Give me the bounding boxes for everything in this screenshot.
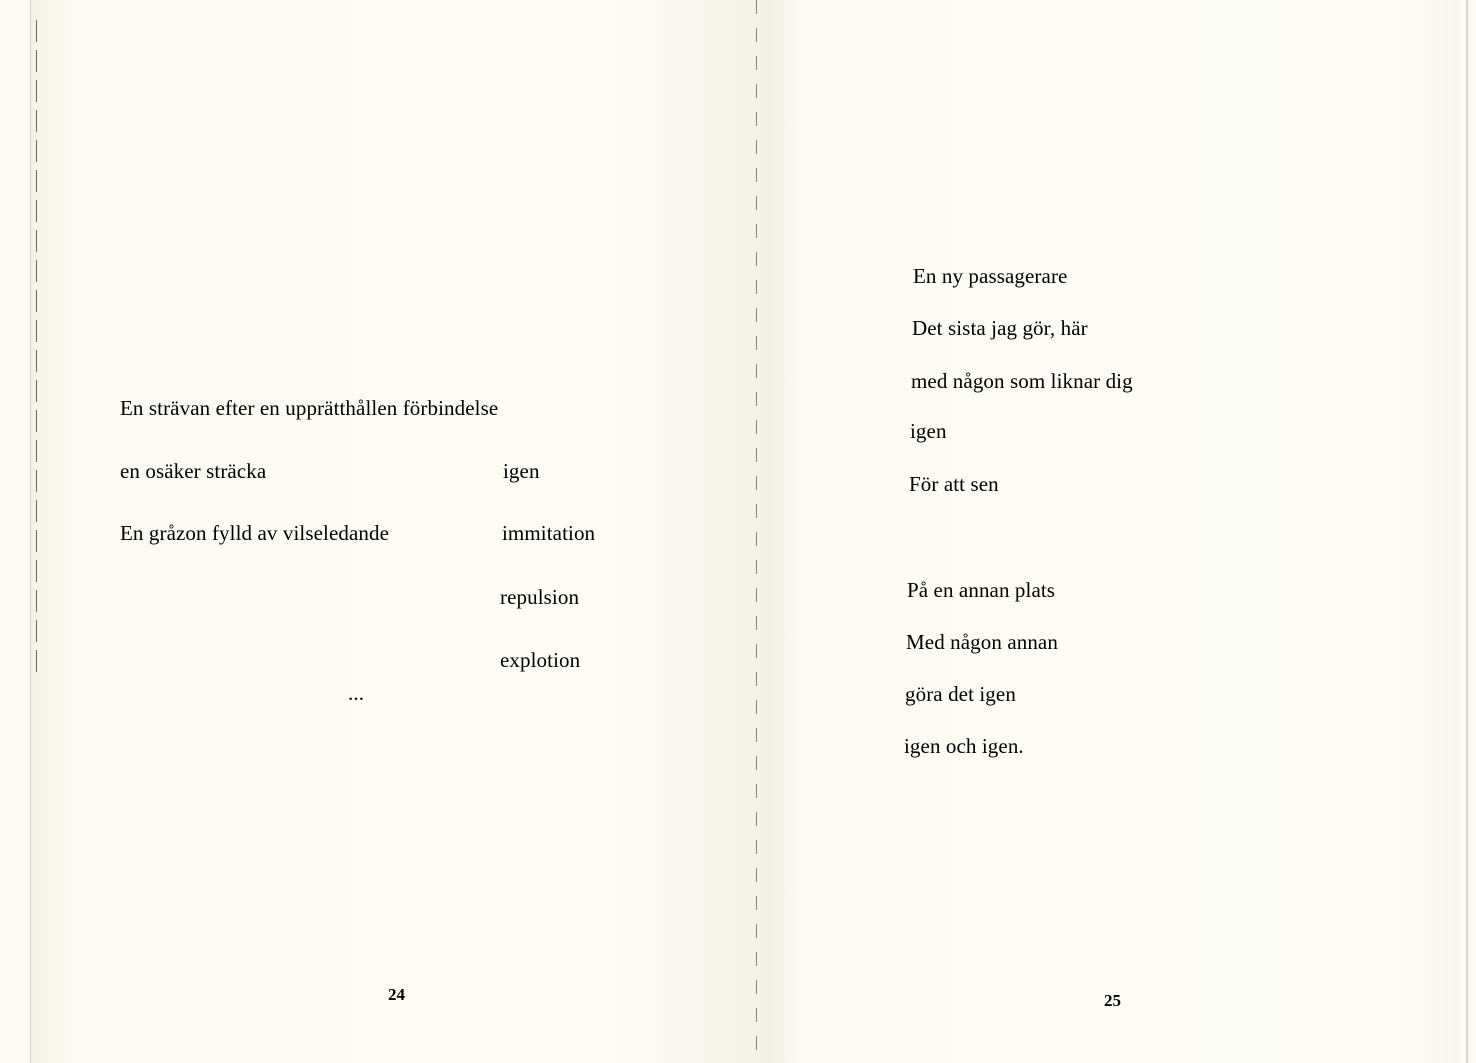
- right-line-7: Med någon annan: [906, 630, 1058, 654]
- page-number-left: 24: [388, 985, 405, 1004]
- left-line-2: en osäker sträcka: [120, 459, 267, 483]
- gutter-stitch: [756, 0, 757, 1063]
- left-line-ellipsis: ...: [348, 681, 365, 705]
- left-line-6: repulsion: [500, 585, 580, 609]
- page-edge-right: [1466, 0, 1468, 1063]
- right-line-8: göra det igen: [905, 682, 1016, 706]
- left-line-3: igen: [503, 459, 540, 483]
- left-line-4: En gråzon fylld av vilseledande: [120, 521, 390, 545]
- binding-stitch-left: [36, 20, 37, 680]
- left-line-7: explotion: [500, 648, 581, 672]
- page-number-right: 25: [1104, 991, 1121, 1010]
- left-line-5: immitation: [502, 521, 596, 545]
- right-line-3: med någon som liknar dig: [911, 369, 1133, 393]
- right-line-2: Det sista jag gör, här: [912, 316, 1088, 340]
- right-line-1: En ny passagerare: [913, 264, 1068, 288]
- left-line-1: En strävan efter en upprätthållen förbindelse: [120, 396, 499, 420]
- right-line-5: För att sen: [909, 472, 999, 496]
- right-line-4: igen: [910, 419, 947, 443]
- right-line-6: På en annan plats: [907, 578, 1056, 602]
- right-page: [760, 0, 1460, 1063]
- right-line-9: igen och igen.: [904, 734, 1024, 758]
